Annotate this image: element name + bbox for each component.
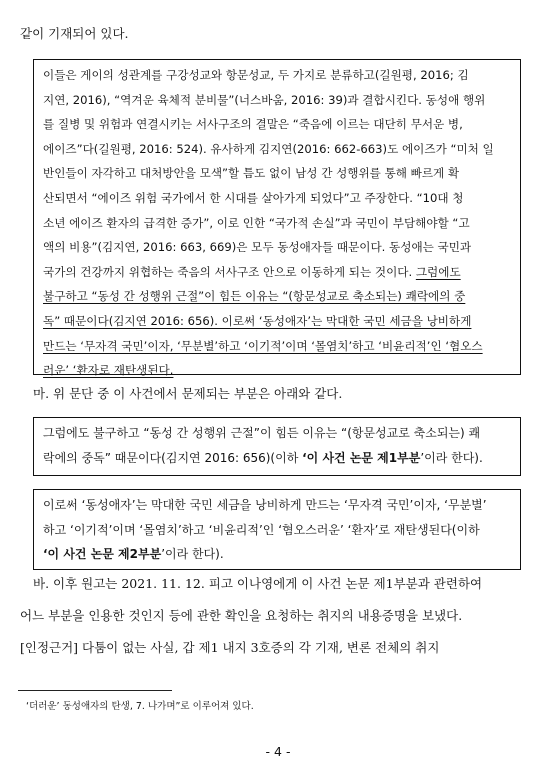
- text-line: [43, 518, 511, 543]
- text-segment: 산되면서 “에이즈 위험 국가에서 한 시대를 살아가게 되었다”고 주장한다. “10대 청: [43, 190, 464, 205]
- text-line: [43, 137, 511, 162]
- paragraph-ma: 마. 위 문단 중 이 사건에서 문제되는 부분은 아래와 같다.: [33, 386, 343, 401]
- text-segment: 그럼에도 불구하고 “동성 간 성행위 근절”이 힘든 이유는 “(항문성교로 축소되는) 쾌: [43, 426, 481, 440]
- text-line: [43, 260, 511, 285]
- text-segment: 액의 비용”(김지연, 2016: 663, 669)은 모두 동성애자들 때문이다. 동성애는 국민과: [43, 240, 472, 255]
- text-line: [43, 88, 511, 113]
- paragraph-ba-1: 바. 이후 원고는 2021. 11. 12. 피고 이나영에게 이 사건 논문 제1부분과 관련하여: [33, 576, 483, 591]
- text-line: [43, 309, 511, 334]
- text-segment: ’이라 한다).: [161, 547, 224, 562]
- text-line: [43, 235, 511, 260]
- text-line: [43, 284, 511, 309]
- text-segment: 에이즈”다(길원평, 2016: 524). 유사하게 김지연(2016: 662-663)도 에이즈가 “미처 일: [43, 141, 494, 156]
- top-line: 같이 기재되어 있다.: [20, 26, 129, 41]
- quote-box-3-text: [43, 493, 511, 567]
- text-line: [43, 211, 511, 236]
- evidence-basis: [인정근거] 다툼이 없는 사실, 갑 제1 내지 3호증의 각 기재, 변론 전체의 취지: [20, 640, 440, 655]
- text-segment: 그럼에도: [415, 264, 461, 279]
- quote-box-2: [33, 417, 521, 476]
- text-line: [43, 542, 511, 567]
- page-number: - 4 -: [265, 744, 291, 759]
- text-segment: 만드는 ‘무자격 국민’이자, ‘무분별’하고 ‘이기적’이며 ‘몰염치’하고 ‘비윤리적’인 ‘혐오스: [43, 338, 483, 353]
- text-segment: 국가의 건강까지 위협하는 죽음의 서사구조 안으로 이동하게 되는 것이다.: [43, 264, 416, 279]
- text-segment: ’이라 한다).: [420, 450, 483, 465]
- text-segment: 반인들이 자각하고 대처방안을 모색”할 틈도 없이 남성 간 성행위를 통해 빠르게 확: [43, 166, 460, 181]
- text-line: [43, 493, 511, 518]
- text-line: [43, 112, 511, 137]
- text-segment: 이로써 ‘동성애자’는 막대한 국민 세금을 낭비하게 만드는 ‘무자격 국민’이자, ‘무분별’: [43, 498, 487, 512]
- quote-box-1-text: [43, 63, 511, 383]
- text-line: [43, 446, 511, 471]
- footnote-text: ‘더러운’ 동성애자의 탄생, 7. 나가며”로 이루어져 있다.: [26, 701, 254, 712]
- text-segment: ‘이 사건 논문 제2부분: [43, 547, 162, 562]
- text-line: [43, 63, 511, 88]
- text-segment: 소년 에이즈 환자의 급격한 증가”, 이로 인한 “국가적 손실”과 국민이 부담해야할 “고: [43, 215, 470, 230]
- quote-box-2-text: [43, 421, 511, 470]
- text-segment: 락에의 중독” 때문이다(김지연 2016: 656)(이하: [43, 450, 303, 465]
- text-segment: ‘이 사건 논문 제1부분: [302, 450, 421, 465]
- text-segment: 독” 때문이다(김지연 2016: 656). 이로써 ‘동성애자’는 막대한 국민 세금을 낭비하게: [43, 313, 472, 328]
- quote-box-1: [33, 59, 521, 378]
- text-segment: 이들은 게이의 성관계를 구강성교와 항문성교, 두 가지로 분류하고(길원평, 2016; 김: [43, 68, 469, 82]
- text-segment: 지연, 2016), “역겨운 육체적 분비물”(너스바움, 2016: 39)과 결합시킨다. 동성애 행위: [43, 92, 486, 107]
- text-line: [43, 186, 511, 211]
- paragraph-ba-2: 어느 부분을 인용한 것인지 등에 관한 확인을 요청하는 취지의 내용증명을 보냈다.: [20, 608, 463, 623]
- text-line: [43, 334, 511, 359]
- text-segment: 불구하고 “동성 간 성행위 근절”이 힘든 이유는 “(항문성교로 축소되는) 쾌락에의 중: [43, 289, 466, 304]
- text-segment: 를 질병 및 위험과 연결시키는 서사구조의 결말은 “죽음에 이르는 대단히 무서운 병,: [43, 117, 463, 132]
- text-line: [43, 161, 511, 186]
- text-segment: 러운’ ‘환자로 재탄생된다.: [43, 363, 174, 378]
- text-line: [43, 421, 511, 446]
- text-line: [43, 358, 511, 383]
- footnote-rule: [18, 690, 172, 691]
- quote-box-3: [33, 489, 521, 570]
- text-segment: 하고 ‘이기적’이며 ‘몰염치’하고 ‘비윤리적’인 ‘혐오스러운’ ‘환자’로 재탄생된다(이하: [43, 522, 480, 537]
